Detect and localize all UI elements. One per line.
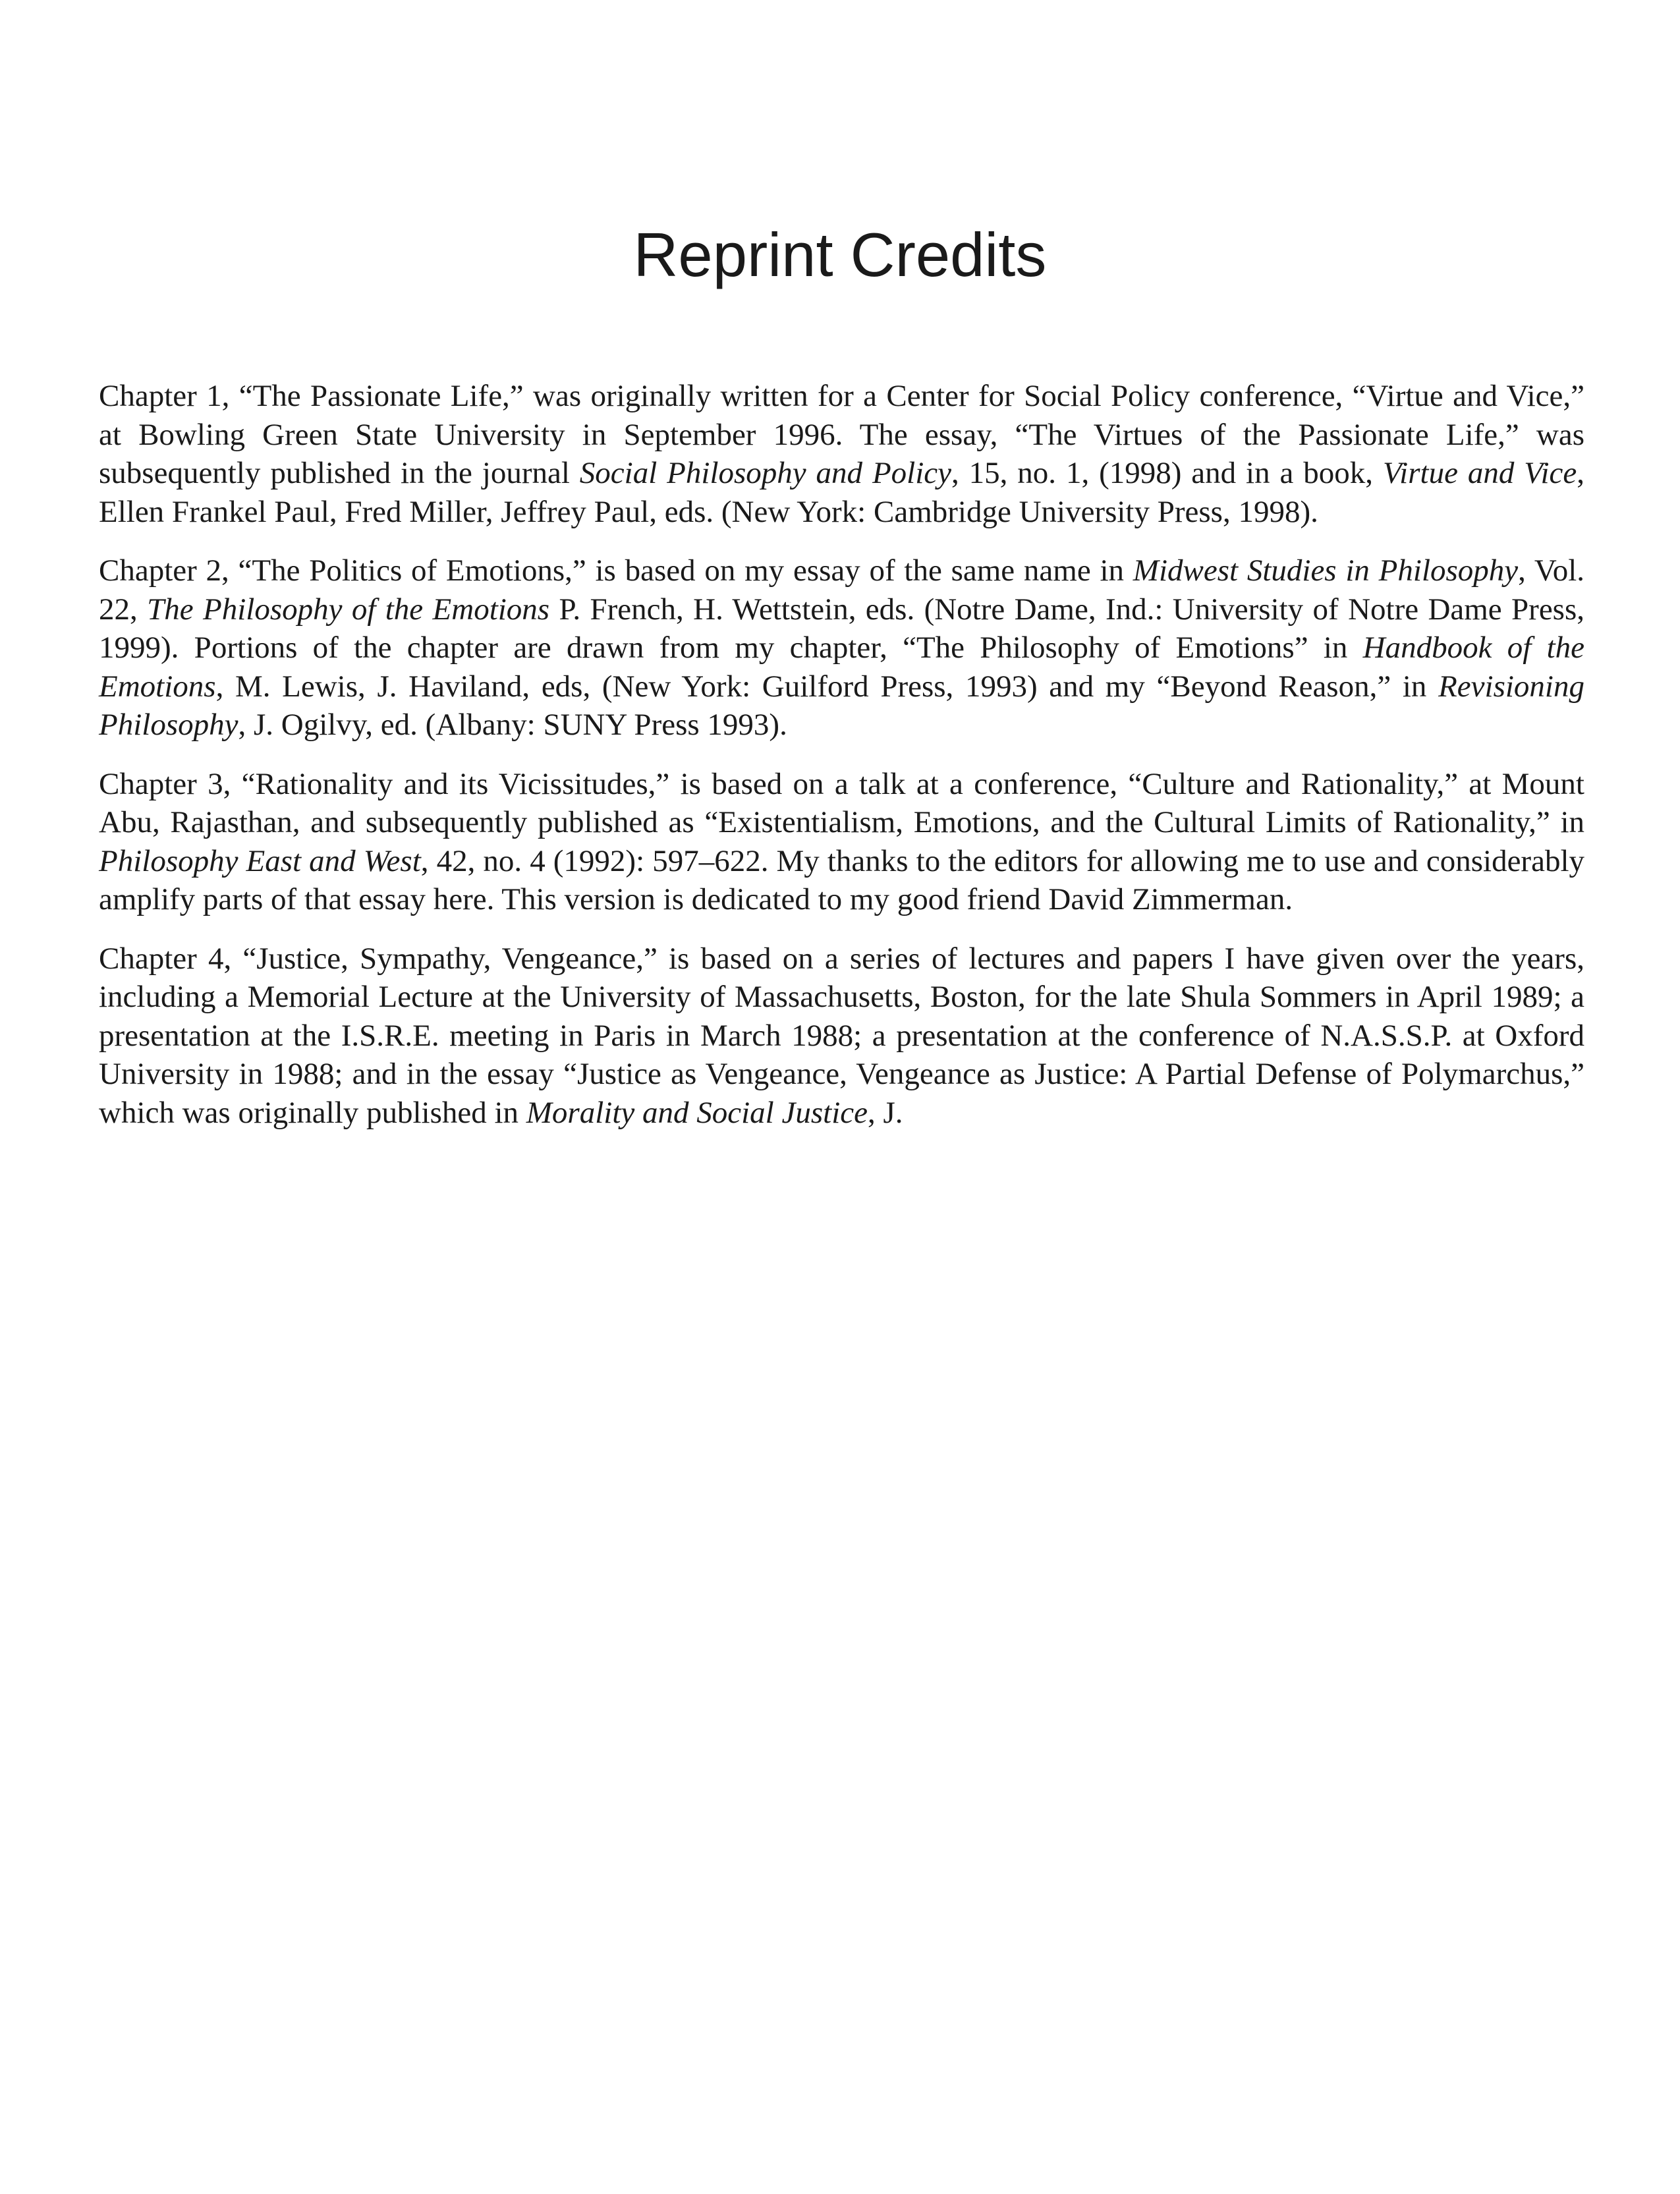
paragraph-chapter-2: [99, 551, 1584, 745]
italic-title: Philosophy East and West: [99, 843, 421, 878]
italic-title: Social Philosophy and Policy: [579, 456, 951, 490]
credits-body: [99, 377, 1584, 1152]
text-segment: Chapter 4, “Justice, Sympathy, Vengeance,” is based on a series of lectures and papers I have given over the years, including a Memorial Lecture at the University of Massachusetts, Boston, for the late Shula Sommers in April 1989; a presentation at the I.S.R.E. meeting in Paris in March 1988; a presentation at the conference of N.A.S.S.P. at Oxford University in 1988; and in the essay “Justice as Vengeance, Vengeance as Justice: A Partial Defense of Polymarchus,” which was originally published in: [99, 941, 1584, 1130]
page-title: Reprint Credits: [633, 220, 1047, 289]
italic-title: Revisioning Philosophy: [99, 669, 1584, 742]
paragraph-chapter-4: [99, 940, 1584, 1133]
text-segment: , 15, no. 1, (1998) and in a book,: [951, 456, 1383, 490]
italic-title: Virtue and Vice: [1382, 456, 1577, 490]
paragraph-chapter-1: [99, 377, 1584, 531]
italic-title: The Philosophy of the Emotions: [147, 592, 550, 627]
text-segment: Chapter 2, “The Politics of Emotions,” is based on my essay of the same name in: [99, 553, 1133, 588]
text-segment: , Ellen Frankel Paul, Fred Miller, Jeffrey Paul, eds. (New York: Cambridge University Press, 1998).: [99, 456, 1584, 529]
italic-title: Handbook of the Emotions: [99, 631, 1584, 704]
text-segment: Chapter 3, “Rationality and its Vicissitudes,” is based on a talk at a conference, “Culture and Rationality,” at Mount Abu, Rajasthan, and subsequently published as “Existentialism, Emotions, and the Cultural Limits of Rationality,” in: [99, 766, 1584, 839]
paragraph-chapter-3: [99, 765, 1584, 919]
text-segment: P. French, H. Wettstein, eds. (Notre Dame, Ind.: University of Notre Dame Press, 1999). Portions of the chapter are drawn from my chapter, “The Philosophy of Emotions” in: [99, 592, 1585, 665]
text-segment: , M. Lewis, J. Haviland, eds, (New York: Guilford Press, 1993) and my “Beyond Reason,” in: [215, 669, 1439, 704]
text-segment: , J.: [867, 1095, 903, 1130]
text-segment: , 42, no. 4 (1992): 597–622. My thanks to the editors for allowing me to use and considerably amplify parts of that essay here. This version is dedicated to my good friend David Zimmerman.: [99, 843, 1584, 916]
text-segment: , J. Ogilvy, ed. (Albany: SUNY Press 1993).: [238, 708, 787, 742]
text-segment: Chapter 1, “The Passionate Life,” was originally written for a Center for Social Policy conference, “Virtue and Vice,” at Bowling Green State University in September 1996. The essay, “The Virtues of the Passionate Life,” was subsequently published in the journal: [99, 379, 1584, 490]
italic-title: Midwest Studies in Philosophy: [1133, 553, 1519, 588]
italic-title: Morality and Social Justice: [526, 1095, 868, 1130]
text-segment: , Vol. 22,: [99, 553, 1585, 627]
